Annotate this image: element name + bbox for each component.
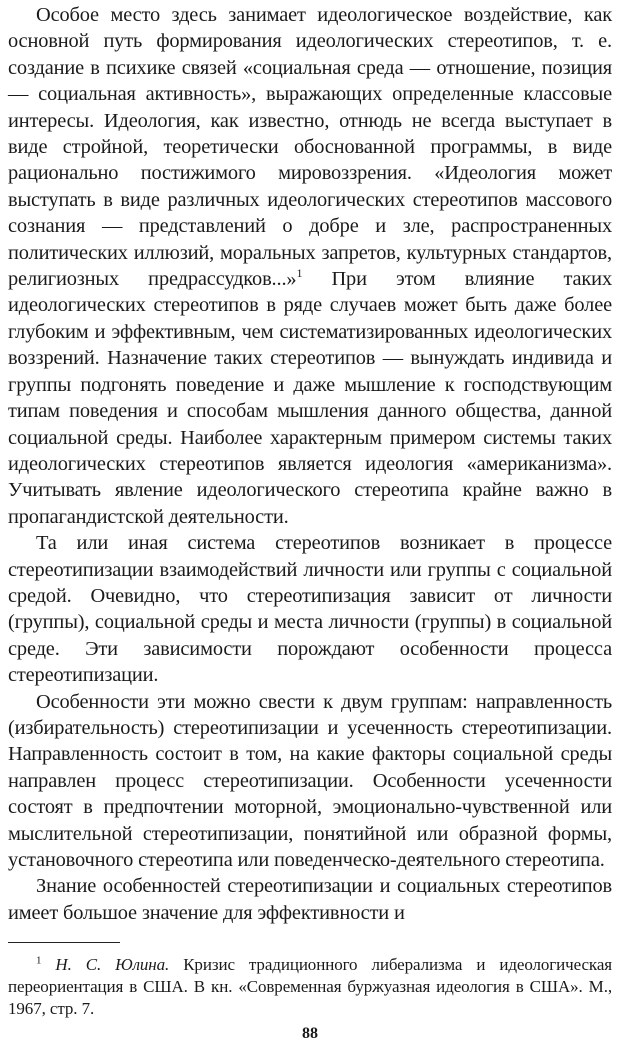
footnote-mark: 1 [36,954,42,967]
paragraph-4: Знание особенностей стереотипизации и социальных стереотипов имеет большое значение для эффективности и [8,875,612,924]
footnote-text: Кризис традиционного либерализма и идеологическая переориентация в США. В кн. «Современная буржуазная идеология в США». М., 1967, стр. 7. [8,955,612,1018]
paragraph-1-continuation: При этом влияние таких идеологических стереотипов в ряде случаев может быть даже более глубоким и эффективным, чем систематизированных идеологических воззрений. Назначение таких стереотипов — вынуждать индивида и группы подгонять поведение и даже мышление к господствующим типам поведения и способам мышления данного общества, данной социальной среды. Наиболее характерным примером системы таких идеологических стереотипов является идеология «американизма». Учитывать явление идеологического стереотипа крайне важно в пропагандистской деятельности. [8,268,612,528]
book-page [8,0,612,1058]
footnote-reference: 1 [296,266,303,281]
paragraph-2: Та или иная система стереотипов возникает в процессе стереотипизации взаимодействий личности или группы с социальной средой. Очевидно, что стереотипизация зависит от личности (группы), социальной среды и места личности (группы) в социальной среде. Эти зависимости порождают особенности процесса стереотипизации. [8,532,612,687]
footnote-divider [8,942,120,943]
footnote [8,954,612,1020]
paragraph-3: Особенности эти можно свести к двум группам: направленность (избирательность) стереотипизации и усеченность стереотипизации. Направленность состоит в том, на какие факторы социальной среды направлен процесс стереотипизации. Особенности усеченности состоят в предпочтении моторной, эмоционально-чувственной или мыслительной стереотипизации, понятийной или образной формы, установочного стереотипа или поведенческо-деятельного стереотипа. [8,690,612,871]
paragraph-1-text: Особое место здесь занимает идеологическое воздействие, как основной путь формирования идеологических стереотипов, т. е. создание в психике связей «социальная среда — отношение, позиция — социальная активность», выражающих определенные классовые интересы. Идеология, как известно, отнюдь не всегда выступает в виде стройной, теоретически обоснованной программы, в виде рационально постижимого мировоззрения. «Идеология может выступать в виде различных идеологических стереотипов массового сознания — представлений о добре и зле, распространенных политических иллюзий, моральных запретов, культурных стандартов, религиозных предрассудков...» [8,4,612,291]
page-number: 88 [302,1025,318,1042]
main-text [8,0,612,926]
footnote-author: Н. С. Юлина. [55,955,170,974]
paragraph-1 [8,2,612,530]
